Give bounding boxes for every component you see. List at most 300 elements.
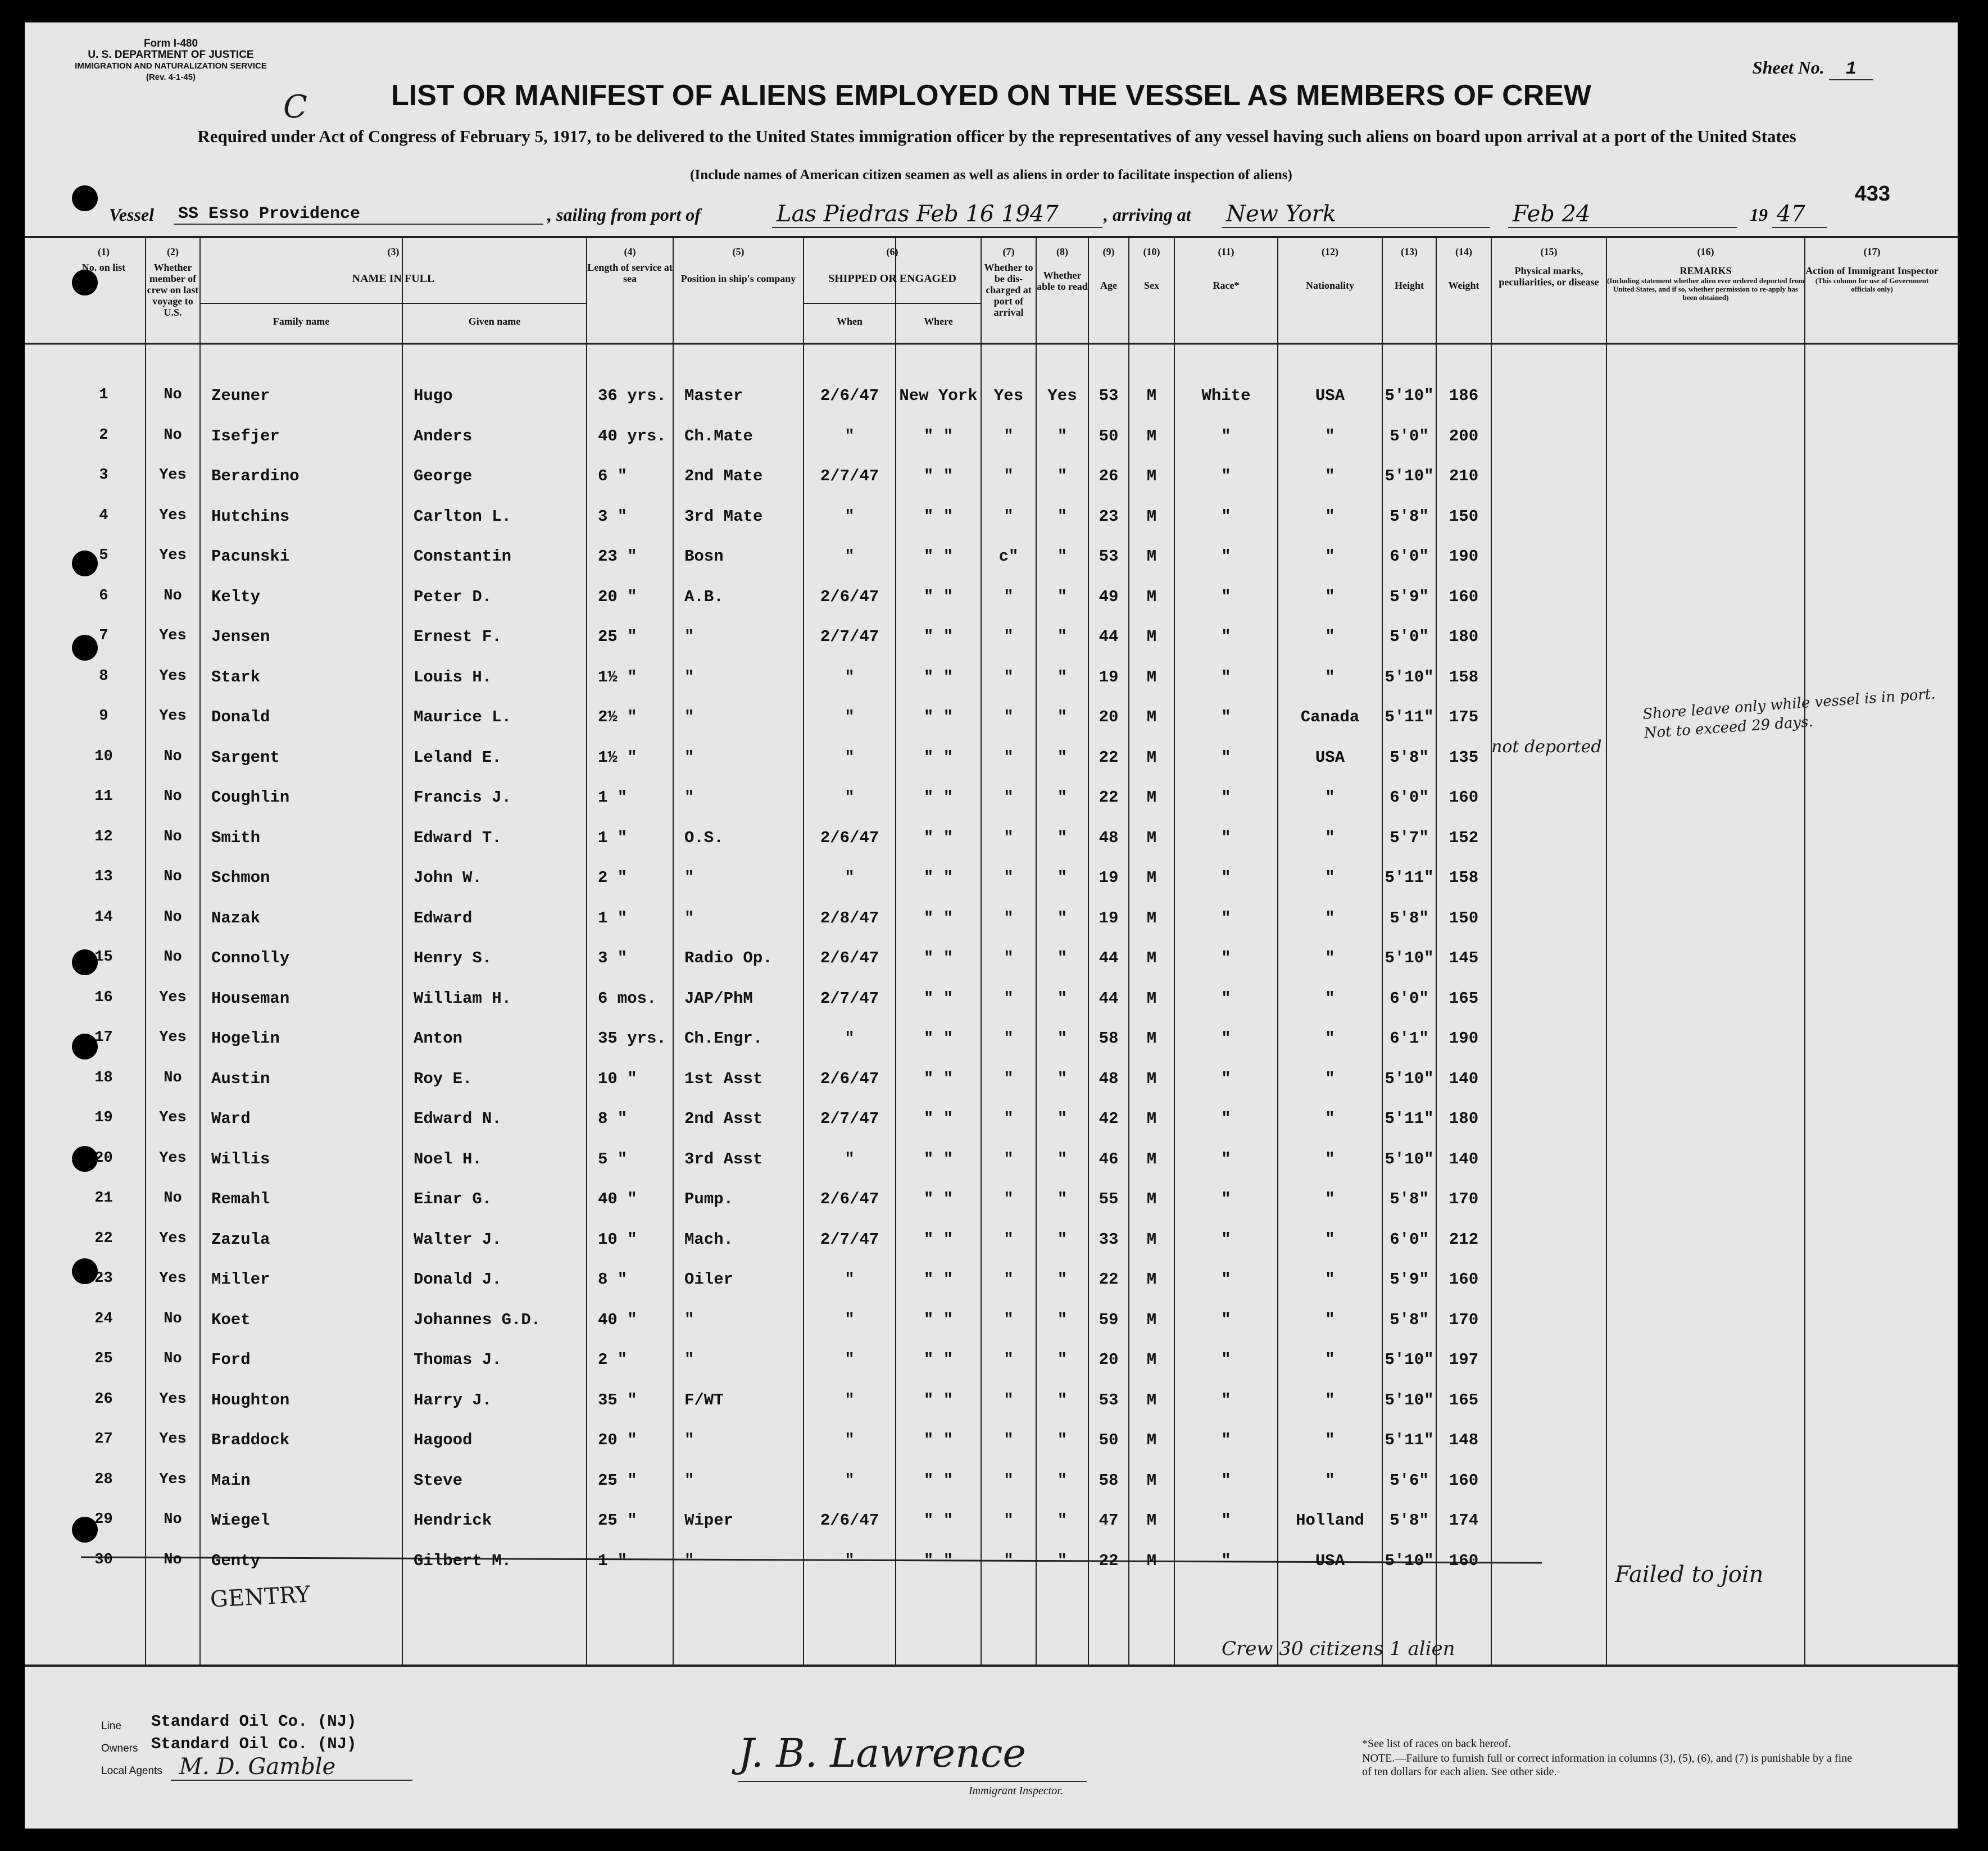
cell-last: Yes [159,1390,187,1408]
column-subtitle: (Including statement whether alien ever ordered deported from United States, and if so, whether permission to re-apply has been obtained) [1606,276,1805,302]
cell-no: 20 [94,1149,113,1167]
cell-family: Jensen [211,627,270,646]
cell-age: 44 [1099,989,1119,1008]
column-header-c11 [1174,246,1278,291]
cell-when: 2/6/47 [820,587,879,606]
cell-given: Roy E. [414,1069,473,1088]
vessel-label: Vessel [109,204,154,225]
cell-position: " [684,908,695,927]
cell-race: " [1221,1310,1231,1329]
cell-read: " [1057,1149,1068,1168]
column-number: (5) [732,246,745,257]
cell-age: 44 [1099,627,1119,646]
cell-height: 5'11" [1385,1431,1434,1449]
cell-service: 6 mos. [598,989,657,1008]
cell-last: Yes [159,667,187,685]
cell-last: No [164,426,182,444]
cell-when: 2/6/47 [820,1069,879,1088]
arrival-date: Feb 24 [1508,201,1737,228]
form-revision: (Rev. 4-1-45) [146,72,196,82]
cell-disch: Yes [993,386,1024,405]
column-header-c9 [1088,246,1129,291]
cell-last: No [164,949,182,966]
cell-read: " [1057,708,1068,726]
cell-weight: 150 [1449,507,1479,526]
cell-where: " " [923,908,954,927]
cell-height: 6'0" [1390,547,1429,566]
cell-disch: " [1004,1350,1014,1369]
cell-read: " [1057,1431,1068,1449]
cell-age: 59 [1099,1310,1119,1329]
cell-disch: " [1004,868,1014,887]
cell-height: 6'1" [1390,1029,1429,1048]
column-number: (11) [1218,246,1234,257]
cell-when: 2/7/47 [820,627,879,646]
cell-disch: " [1004,1551,1014,1570]
cell-read: " [1057,587,1068,606]
cell-when: " [845,708,855,726]
cell-weight: 140 [1449,1069,1479,1088]
cell-weight: 158 [1449,868,1479,887]
cell-race: " [1221,587,1231,606]
cell-no: 29 [94,1511,113,1528]
column-header-c1 [62,246,146,273]
cell-no: 24 [94,1310,113,1327]
cell-last: No [164,1069,182,1086]
column-header-c15 [1491,246,1606,288]
cell-last: No [164,1551,182,1568]
cell-no: 2 [99,426,108,444]
cell-weight: 200 [1449,426,1479,445]
cell-service: 35 " [598,1390,637,1409]
sailing-label: , sailing from port of [547,204,701,225]
agents-label: Local Agents [101,1765,162,1777]
cell-weight: 210 [1449,467,1479,485]
cell-family: Willis [211,1149,270,1168]
cell-given: George [414,467,473,485]
cell-weight: 190 [1449,1029,1479,1048]
cell-where: " " [923,828,954,847]
cell-service: 20 " [598,1431,637,1449]
cell-race: " [1221,989,1231,1008]
cell-age: 33 [1099,1230,1119,1249]
cell-race: " [1221,1109,1231,1128]
cell-read: " [1057,627,1068,646]
signature-line [738,1781,1087,1782]
page-number: 433 [1854,182,1890,206]
column-header-c12 [1278,246,1382,291]
cell-given: Gilbert M. [414,1551,512,1570]
cell-nat: " [1325,1431,1335,1449]
cell-race: " [1221,1390,1231,1409]
cell-sex: M [1146,1471,1157,1490]
cell-no: 25 [94,1350,113,1367]
cell-service: 40 yrs. [598,426,666,445]
cell-family: Connolly [211,949,290,967]
cell-where: " " [923,1471,954,1490]
line-value: Standard Oil Co. (NJ) [151,1712,357,1731]
cell-where: " " [923,1069,954,1088]
cell-when: " [845,1431,855,1449]
cell-position: " [684,868,695,887]
column-number: (9) [1102,246,1115,257]
cell-sex: M [1146,1390,1157,1409]
cell-when: 2/8/47 [820,908,879,927]
cell-race: " [1221,1511,1231,1530]
sailing-port: Las Piedras Feb 16 1947 [772,201,1102,228]
cell-position: O.S. [684,828,724,847]
include-note: (Include names of American citizen seamen as well as aliens in order to facilitate inspection of aliens) [690,167,1292,183]
cell-weight: 197 [1449,1350,1479,1369]
remark-not-deported: not deported [1491,737,1602,757]
cell-sex: M [1146,467,1157,485]
cell-last: No [164,748,182,765]
column-title: No. on list [81,262,126,273]
cell-height: 5'8" [1390,1310,1429,1329]
cell-position: Radio Op. [684,949,773,967]
cell-last: Yes [159,1149,187,1167]
cell-service: 1 " [598,828,628,847]
cell-race: " [1221,467,1231,485]
cell-no: 10 [94,748,113,765]
cell-where: New York [899,386,978,405]
cell-when: 2/7/47 [820,467,879,485]
cell-position: Bosn [684,547,724,566]
column-number: (16) [1697,246,1714,257]
cell-when: " [845,547,855,566]
cell-no: 15 [94,949,113,966]
cell-height: 5'11" [1385,1109,1434,1128]
cell-sex: M [1146,1511,1157,1530]
cell-where: " " [923,868,954,887]
cell-race: " [1221,708,1231,726]
cell-no: 13 [94,868,113,885]
cell-last: Yes [159,708,187,725]
cell-height: 5'0" [1390,426,1429,445]
cell-sex: M [1146,507,1157,526]
cell-position: Oiler [684,1270,734,1289]
cell-where: " " [923,748,954,767]
cell-height: 5'10" [1385,667,1434,686]
cell-age: 55 [1099,1190,1119,1208]
cell-read: " [1057,1350,1068,1369]
cell-family: Nazak [211,908,261,927]
crew-summary: Crew 30 citizens 1 alien [1222,1638,1455,1660]
cell-height: 5'8" [1390,1190,1429,1208]
cell-sex: M [1146,989,1157,1008]
remark-failed-to-join: Failed to join [1615,1562,1764,1588]
column-title: Race* [1213,280,1240,291]
cell-nat: " [1325,1310,1335,1329]
cell-sex: M [1146,667,1157,686]
cell-given: Johannes G.D. [414,1310,541,1329]
cell-weight: 170 [1449,1190,1479,1208]
cell-position: " [684,708,695,726]
cell-last: Yes [159,1109,187,1126]
cell-nat: " [1325,1149,1335,1168]
mark-c: C [283,89,307,125]
cell-weight: 160 [1449,1270,1479,1289]
cell-family: Houseman [211,989,290,1008]
cell-disch: " [1004,788,1014,807]
cell-when: " [845,667,855,686]
cell-sex: M [1146,1551,1157,1570]
cell-sex: M [1146,1149,1157,1168]
cell-no: 30 [94,1551,113,1568]
cell-position: " [684,1551,695,1570]
cell-sex: M [1146,1029,1157,1048]
column-title: Position in ship's company [680,273,796,284]
cell-given: Maurice L. [414,708,512,726]
cell-weight: 190 [1449,547,1479,566]
cell-family: Remahl [211,1190,270,1208]
cell-disch: " [1004,1390,1014,1409]
cell-given: Francis J. [414,788,512,807]
cell-given: Walter J. [414,1230,502,1249]
cell-race: " [1221,1149,1231,1168]
cell-age: 42 [1099,1109,1119,1128]
cell-no: 8 [99,667,108,685]
cell-position: " [684,627,695,646]
column-number: (7) [1002,246,1015,257]
owners-label: Owners [101,1743,138,1754]
cell-family: Ford [211,1350,251,1369]
cell-height: 5'11" [1385,708,1434,726]
cell-disch: " [1004,989,1014,1008]
sheet-label: Sheet No. [1752,57,1824,78]
cell-nat: " [1325,1390,1335,1409]
cell-family: Zeuner [211,386,270,405]
cell-where: " " [923,949,954,967]
cell-disch: " [1004,1431,1014,1449]
cell-disch: c" [998,547,1019,566]
cell-nat: " [1325,1069,1335,1088]
line-label: Line [101,1720,121,1732]
column-title: Physical marks, peculiarities, or disease [1499,265,1599,288]
cell-disch: " [1004,1109,1014,1128]
cell-read: " [1057,868,1068,887]
cell-service: 8 " [598,1109,628,1128]
cell-given: Ernest F. [414,627,502,646]
cell-last: No [164,868,182,885]
column-header-c2 [146,246,200,318]
cell-age: 19 [1099,908,1119,927]
cell-service: 20 " [598,587,637,606]
cell-read: " [1057,949,1068,967]
cell-read: " [1057,908,1068,927]
cell-disch: " [1004,1149,1014,1168]
cell-read: Yes [1047,386,1077,405]
cell-nat: " [1325,908,1335,927]
cell-disch: " [1004,708,1014,726]
cell-where: " " [923,667,954,686]
cell-given: Edward N. [414,1109,502,1128]
cell-service: 2 " [598,868,628,887]
cell-sex: M [1146,627,1157,646]
cell-when: 2/6/47 [820,949,879,967]
cell-nat: Canada [1300,708,1360,726]
cell-family: Austin [211,1069,270,1088]
cell-weight: 180 [1449,1109,1479,1128]
cell-where: " " [923,1149,954,1168]
cell-position: Ch.Engr. [684,1029,763,1048]
cell-where: " " [923,1270,954,1289]
cell-nat: " [1325,627,1335,646]
cell-height: 6'0" [1390,989,1429,1008]
column-number: (4) [624,246,636,257]
cell-no: 9 [99,708,108,725]
cell-position: Pump. [684,1190,734,1208]
cell-age: 50 [1099,1431,1119,1449]
arriving-label: , arriving at [1104,204,1191,225]
cell-family: Isefjer [211,426,280,445]
cell-nat: " [1325,1471,1335,1490]
cell-sex: M [1146,1069,1157,1088]
cell-height: 5'10" [1385,1551,1434,1570]
cell-service: 40 " [598,1310,637,1329]
cell-position: " [684,788,695,807]
cell-height: 5'8" [1390,507,1429,526]
column-header-c16 [1606,246,1805,302]
cell-race: " [1221,1431,1231,1449]
cell-race: " [1221,949,1231,967]
cell-read: " [1057,1109,1068,1128]
cell-family: Main [211,1471,251,1490]
cell-service: 25 " [598,1511,637,1530]
cell-no: 22 [94,1230,113,1247]
cell-weight: 180 [1449,627,1479,646]
cell-last: No [164,1511,182,1528]
cell-nat: " [1325,507,1335,526]
cell-height: 5'10" [1385,1390,1434,1409]
cell-disch: " [1004,587,1014,606]
cell-when: " [845,1390,855,1409]
cell-no: 3 [99,467,108,484]
column-number: (17) [1863,246,1881,257]
cell-sex: M [1146,547,1157,566]
column-number: (10) [1143,246,1160,257]
cell-given: Henry S. [414,949,492,967]
manifest-sheet [25,22,1958,1829]
cell-when: " [845,1471,855,1490]
column-title: Age [1100,280,1117,291]
cell-nat: " [1325,828,1335,847]
cell-age: 22 [1099,1270,1119,1289]
cell-service: 1 " [598,908,628,927]
cell-position: " [684,1471,695,1490]
cell-read: " [1057,1390,1068,1409]
cell-height: 5'10" [1385,386,1434,405]
cell-when: " [845,507,855,526]
cell-no: 1 [99,386,108,403]
cell-weight: 135 [1449,748,1479,767]
cell-given: Hendrick [414,1511,492,1530]
cell-when: " [845,1270,855,1289]
column-number: (13) [1401,246,1418,257]
cell-sex: M [1146,1230,1157,1249]
name-correction-gentry: GENTRY [209,1581,311,1613]
cell-height: 5'6" [1390,1471,1429,1490]
cell-where: " " [923,708,954,726]
column-title: Whether to be dis-charged at port of arrival [984,262,1033,318]
cell-sex: M [1146,868,1157,887]
cell-nat: " [1325,1029,1335,1048]
cell-position: Mach. [684,1230,734,1249]
cell-where: " " [923,426,954,445]
cell-family: Zazula [211,1230,270,1249]
agents-value: M. D. Gamble [179,1754,336,1780]
cell-sex: M [1146,1310,1157,1329]
cell-when: 2/7/47 [820,1230,879,1249]
page-title: LIST OR MANIFEST OF ALIENS EMPLOYED ON THE VESSEL AS MEMBERS OF CREW [391,79,1591,112]
vessel-name: SS Esso Providence [174,204,543,225]
cell-nat: " [1325,467,1335,485]
column-title: Nationality [1305,280,1354,291]
cell-weight: 175 [1449,708,1479,726]
cell-no: 16 [94,989,113,1006]
cell-no: 17 [94,1029,113,1046]
cell-sex: M [1146,1190,1157,1208]
cell-read: " [1057,467,1068,485]
cell-no: 5 [99,547,108,564]
cell-height: 5'11" [1385,868,1434,887]
cell-family: Houghton [211,1390,290,1409]
cell-height: 6'0" [1390,788,1429,807]
cell-family: Sargent [211,748,280,767]
cell-given: Anton [414,1029,463,1048]
cell-where: " " [923,1230,954,1249]
cell-where: " " [923,1390,954,1409]
cell-nat: " [1325,949,1335,967]
cell-service: 3 " [598,507,628,526]
column-header-c3 [200,246,587,284]
cell-read: " [1057,1230,1068,1249]
cell-where: " " [923,1310,954,1329]
cell-when: 2/7/47 [820,1109,879,1128]
cell-last: No [164,1190,182,1207]
cell-age: 23 [1099,507,1119,526]
cell-height: 5'8" [1390,908,1429,927]
subheader-when: When [836,316,863,327]
cell-weight: 174 [1449,1511,1479,1530]
cell-disch: " [1004,1471,1014,1490]
department: U. S. DEPARTMENT OF JUSTICE [88,49,254,61]
cell-disch: " [1004,1270,1014,1289]
cell-given: Edward T. [414,828,502,847]
cell-weight: 160 [1449,587,1479,606]
cell-service: 8 " [598,1270,628,1289]
cell-no: 7 [99,627,108,644]
cell-age: 47 [1099,1511,1119,1530]
column-title: SHIPPED OR ENGAGED [828,272,956,285]
cell-where: " " [923,587,954,606]
cell-family: Braddock [211,1431,290,1449]
cell-position: " [684,667,695,686]
cell-nat: " [1325,667,1335,686]
cell-sex: M [1146,748,1157,767]
cell-sex: M [1146,1431,1157,1449]
cell-sex: M [1146,426,1157,445]
cell-age: 44 [1099,949,1119,967]
cell-position: Master [684,386,743,405]
cell-no: 4 [99,507,108,524]
cell-read: " [1057,426,1068,445]
cell-last: Yes [159,1230,187,1247]
column-header-c8 [1036,246,1088,292]
cell-where: " " [923,1431,954,1449]
cell-read: " [1057,507,1068,526]
cell-read: " [1057,1190,1068,1208]
